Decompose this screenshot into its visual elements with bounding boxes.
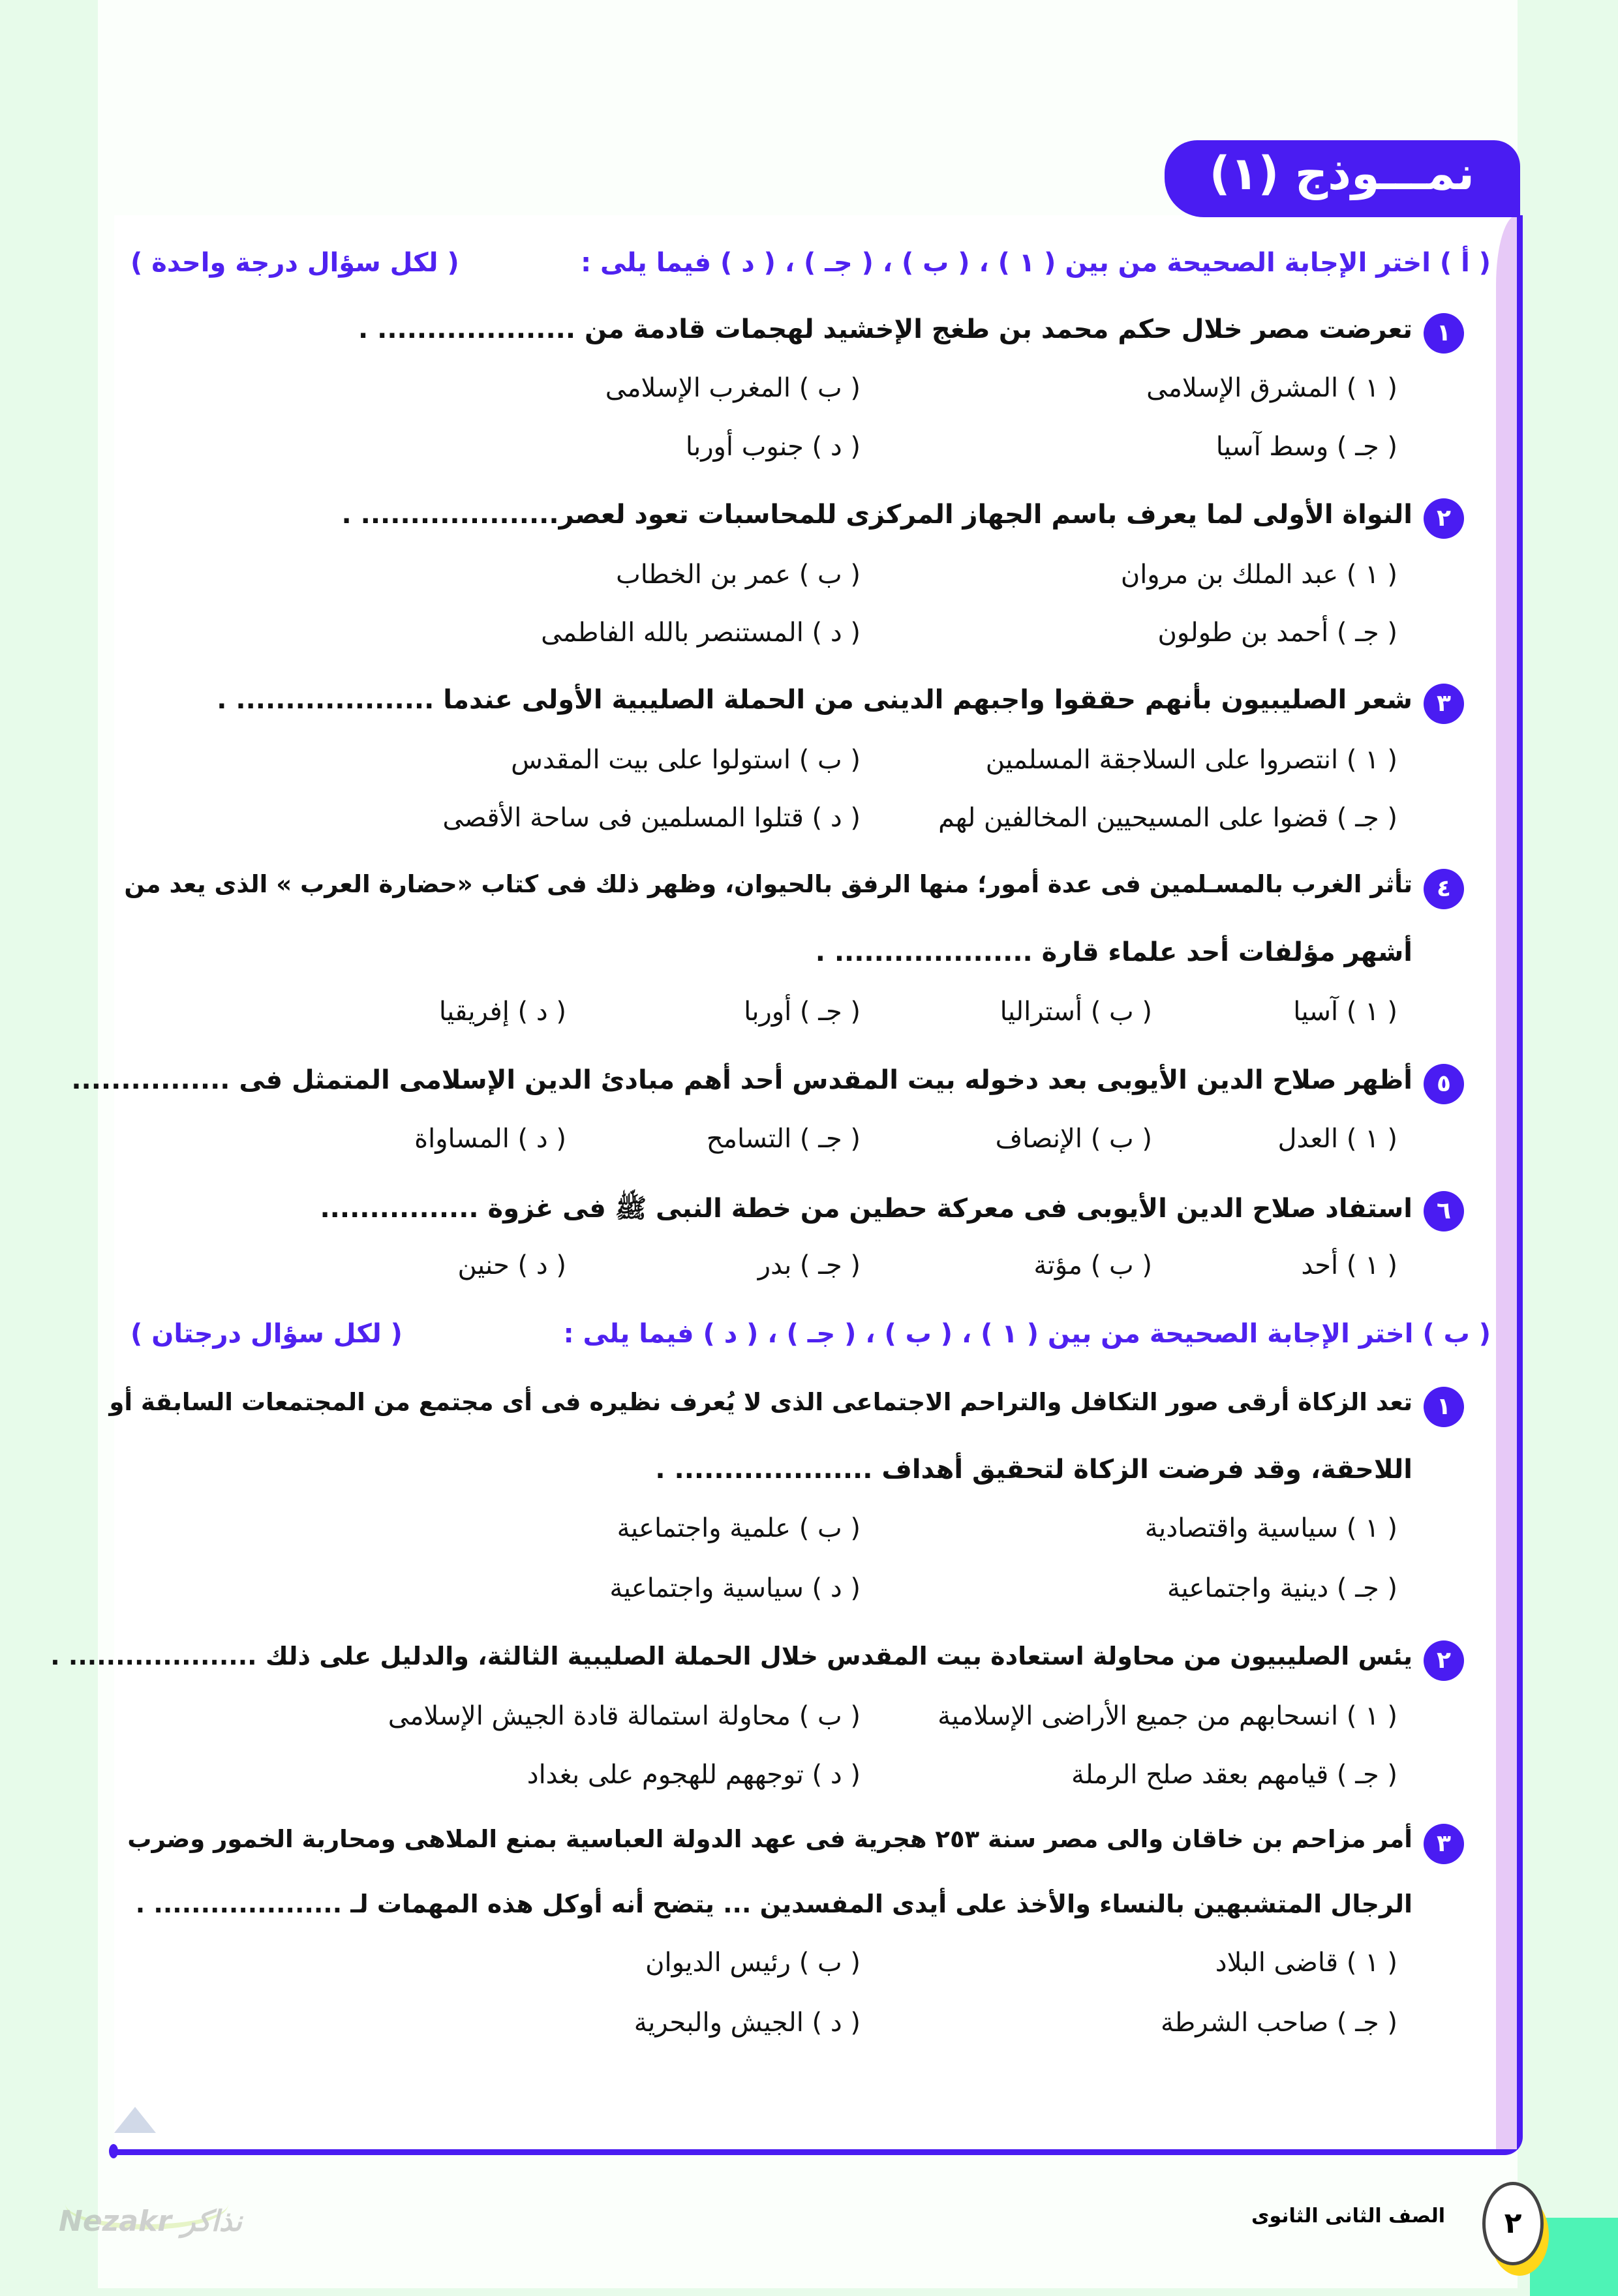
question-text-continued: اللاحقة، وقد فرضت الزكاة لتحقيق أهداف .................... . [655,1455,1412,1485]
option[interactable]: ( جـ ) وسط آسيا [1215,432,1397,462]
option[interactable]: ( د ) حنين [457,1250,566,1280]
question-text: استفاد صلاح الدين الأيوبى فى معركة حطين من خطة النبى ﷺ فى غزوة ................ [320,1194,1412,1224]
section-a-instruction: ( أ ) اختر الإجابة الصحيحة من بين ( ١ ) ، ( ب ) ، ( جـ ) ، ( د ) فيما يلى : [581,248,1491,278]
option[interactable]: ( جـ ) دينية واجتماعية [1167,1573,1397,1603]
question-text-continued: الرجال المتشبهين بالنساء والأخذ على أيدى المفسدين ... يتضح أنه أوكل هذه المهمات لـ .................... . [135,1890,1412,1918]
option[interactable]: ( جـ ) بدر [757,1250,861,1280]
option[interactable]: ( ١ ) سياسية واقتصادية [1144,1513,1397,1543]
option[interactable]: ( جـ ) أحمد بن طولون [1157,618,1397,648]
section-b-instruction: ( ب ) اختر الإجابة الصحيحة من بين ( ١ ) ، ( ب ) ، ( جـ ) ، ( د ) فيما يلى : [563,1319,1491,1349]
option[interactable]: ( د ) الجيش والبحرية [633,2008,861,2038]
question-text: تأثر الغرب بالمسـلمين فى عدة أمور؛ منها الرفق بالحيوان، وظهر ذلك فى كتاب «حضارة العرب » الذى يعد من [124,870,1412,898]
option[interactable]: ( ١ ) انسحابهم من جميع الأراضى الإسلامية [938,1701,1397,1731]
option[interactable]: ( ١ ) آسيا [1293,997,1397,1027]
option[interactable]: ( ب ) المغرب الإسلامى [605,373,861,403]
option[interactable]: ( ب ) استولوا على بيت المقدس [511,745,861,775]
section-a-marks: ( لكل سؤال درجة واحدة ) [130,248,459,278]
option[interactable]: ( جـ ) قيامهم بعقد صلح الرملة [1071,1760,1397,1790]
option[interactable]: ( ١ ) أحد [1301,1250,1397,1280]
page-title: نمـــوذج (١) [1209,147,1474,200]
grade-label: الصف الثانى الثانوى [1251,2205,1445,2228]
option[interactable]: ( ب ) مؤتة [1033,1250,1152,1280]
page-number: ٢ [1482,2182,1544,2265]
question-number: ٣ [1424,684,1464,724]
option[interactable]: ( د ) جنوب أوربا [685,432,861,462]
question-text: أظهر صلاح الدين الأيوبى بعد دخوله بيت المقدس أحد أهم مبادئ الدين الإسلامى المتمثل فى ................ [71,1065,1412,1095]
option[interactable]: ( ١ ) عبد الملك بن مروان [1120,560,1397,590]
box-strip [1496,215,1517,2149]
section-b-marks: ( لكل سؤال درجتان ) [130,1319,403,1349]
option[interactable]: ( جـ ) صاحب الشرطة [1160,2008,1397,2038]
option[interactable]: ( ب ) الإنصاف [995,1124,1152,1154]
option[interactable]: ( ١ ) قاضى البلاد [1215,1948,1397,1978]
watermark-logo [59,2107,243,2250]
option[interactable]: ( د ) إفريقيا [438,997,566,1027]
option[interactable]: ( جـ ) التسامح [706,1124,861,1154]
option[interactable]: ( ١ ) انتصروا على السلاجقة المسلمين [985,745,1397,775]
logo-text: Nezakr نذاكر [59,2205,243,2238]
option[interactable]: ( ب ) عمر بن الخطاب [616,560,861,590]
option[interactable]: ( د ) توجههم للهجوم على بغداد [527,1760,861,1790]
option[interactable]: ( د ) المستنصر بالله الفاطمى [541,618,861,648]
question-text: شعر الصليبيون بأنهم حققوا واجبهم الدينى من الحملة الصليبية الأولى عندما .................... . [217,685,1412,715]
option[interactable]: ( ١ ) المشرق الإسلامى [1146,373,1397,403]
question-number: ٢ [1424,498,1464,539]
option[interactable]: ( د ) المساواة [414,1124,566,1154]
option[interactable]: ( ب ) علمية واجتماعية [617,1513,861,1543]
option[interactable]: ( جـ ) أوربا [744,997,861,1027]
question-number: ٢ [1424,1640,1464,1681]
title-tab [1165,140,1520,217]
question-number: ١ [1424,1387,1464,1427]
question-text: يئس الصليبيون من محاولة استعادة بيت المقدس خلال الحملة الصليبية الثالثة، والدليل على ذلك .................... . [50,1642,1412,1670]
question-text: تعد الزكاة أرقى صور التكافل والتراحم الاجتماعى الذى لا يُعرف نظيره فى أى مجتمع من المجتمعات السابقة أو [109,1388,1412,1416]
question-number: ٦ [1424,1191,1464,1231]
option[interactable]: ( ب ) محاولة استمالة قادة الجيش الإسلامى [388,1701,861,1731]
graduation-cap-icon [114,2107,156,2133]
option[interactable]: ( ١ ) العدل [1277,1124,1397,1154]
question-text: تعرضت مصر خلال حكم محمد بن طغج الإخشيد لهجمات قادمة من .................... . [358,314,1412,344]
question-text-continued: أشهر مؤلفات أحد علماء قارة .................... . [815,937,1412,967]
question-text: النواة الأولى لما يعرف باسم الجهاز المركزى للمحاسبات تعود لعصر.................... . [341,500,1412,530]
question-number: ٣ [1424,1824,1464,1864]
question-number: ٥ [1424,1064,1464,1104]
option[interactable]: ( ب ) أستراليا [1000,997,1152,1027]
option[interactable]: ( د ) سياسية واجتماعية [609,1573,861,1603]
option[interactable]: ( ب ) رئيس الديوان [645,1948,861,1978]
question-number: ٤ [1424,869,1464,909]
option[interactable]: ( جـ ) قضوا على المسيحيين المخالفين لهم [938,803,1397,833]
option[interactable]: ( د ) قتلوا المسلمين فى ساحة الأقصى [442,803,861,833]
question-text: أمر مزاحم بن خاقان والى مصر سنة ٢٥٣ هجرية فى عهد الدولة العباسية بمنع الملاهى ومحاربة الخمور وضرب [127,1825,1412,1853]
question-number: ١ [1424,313,1464,354]
